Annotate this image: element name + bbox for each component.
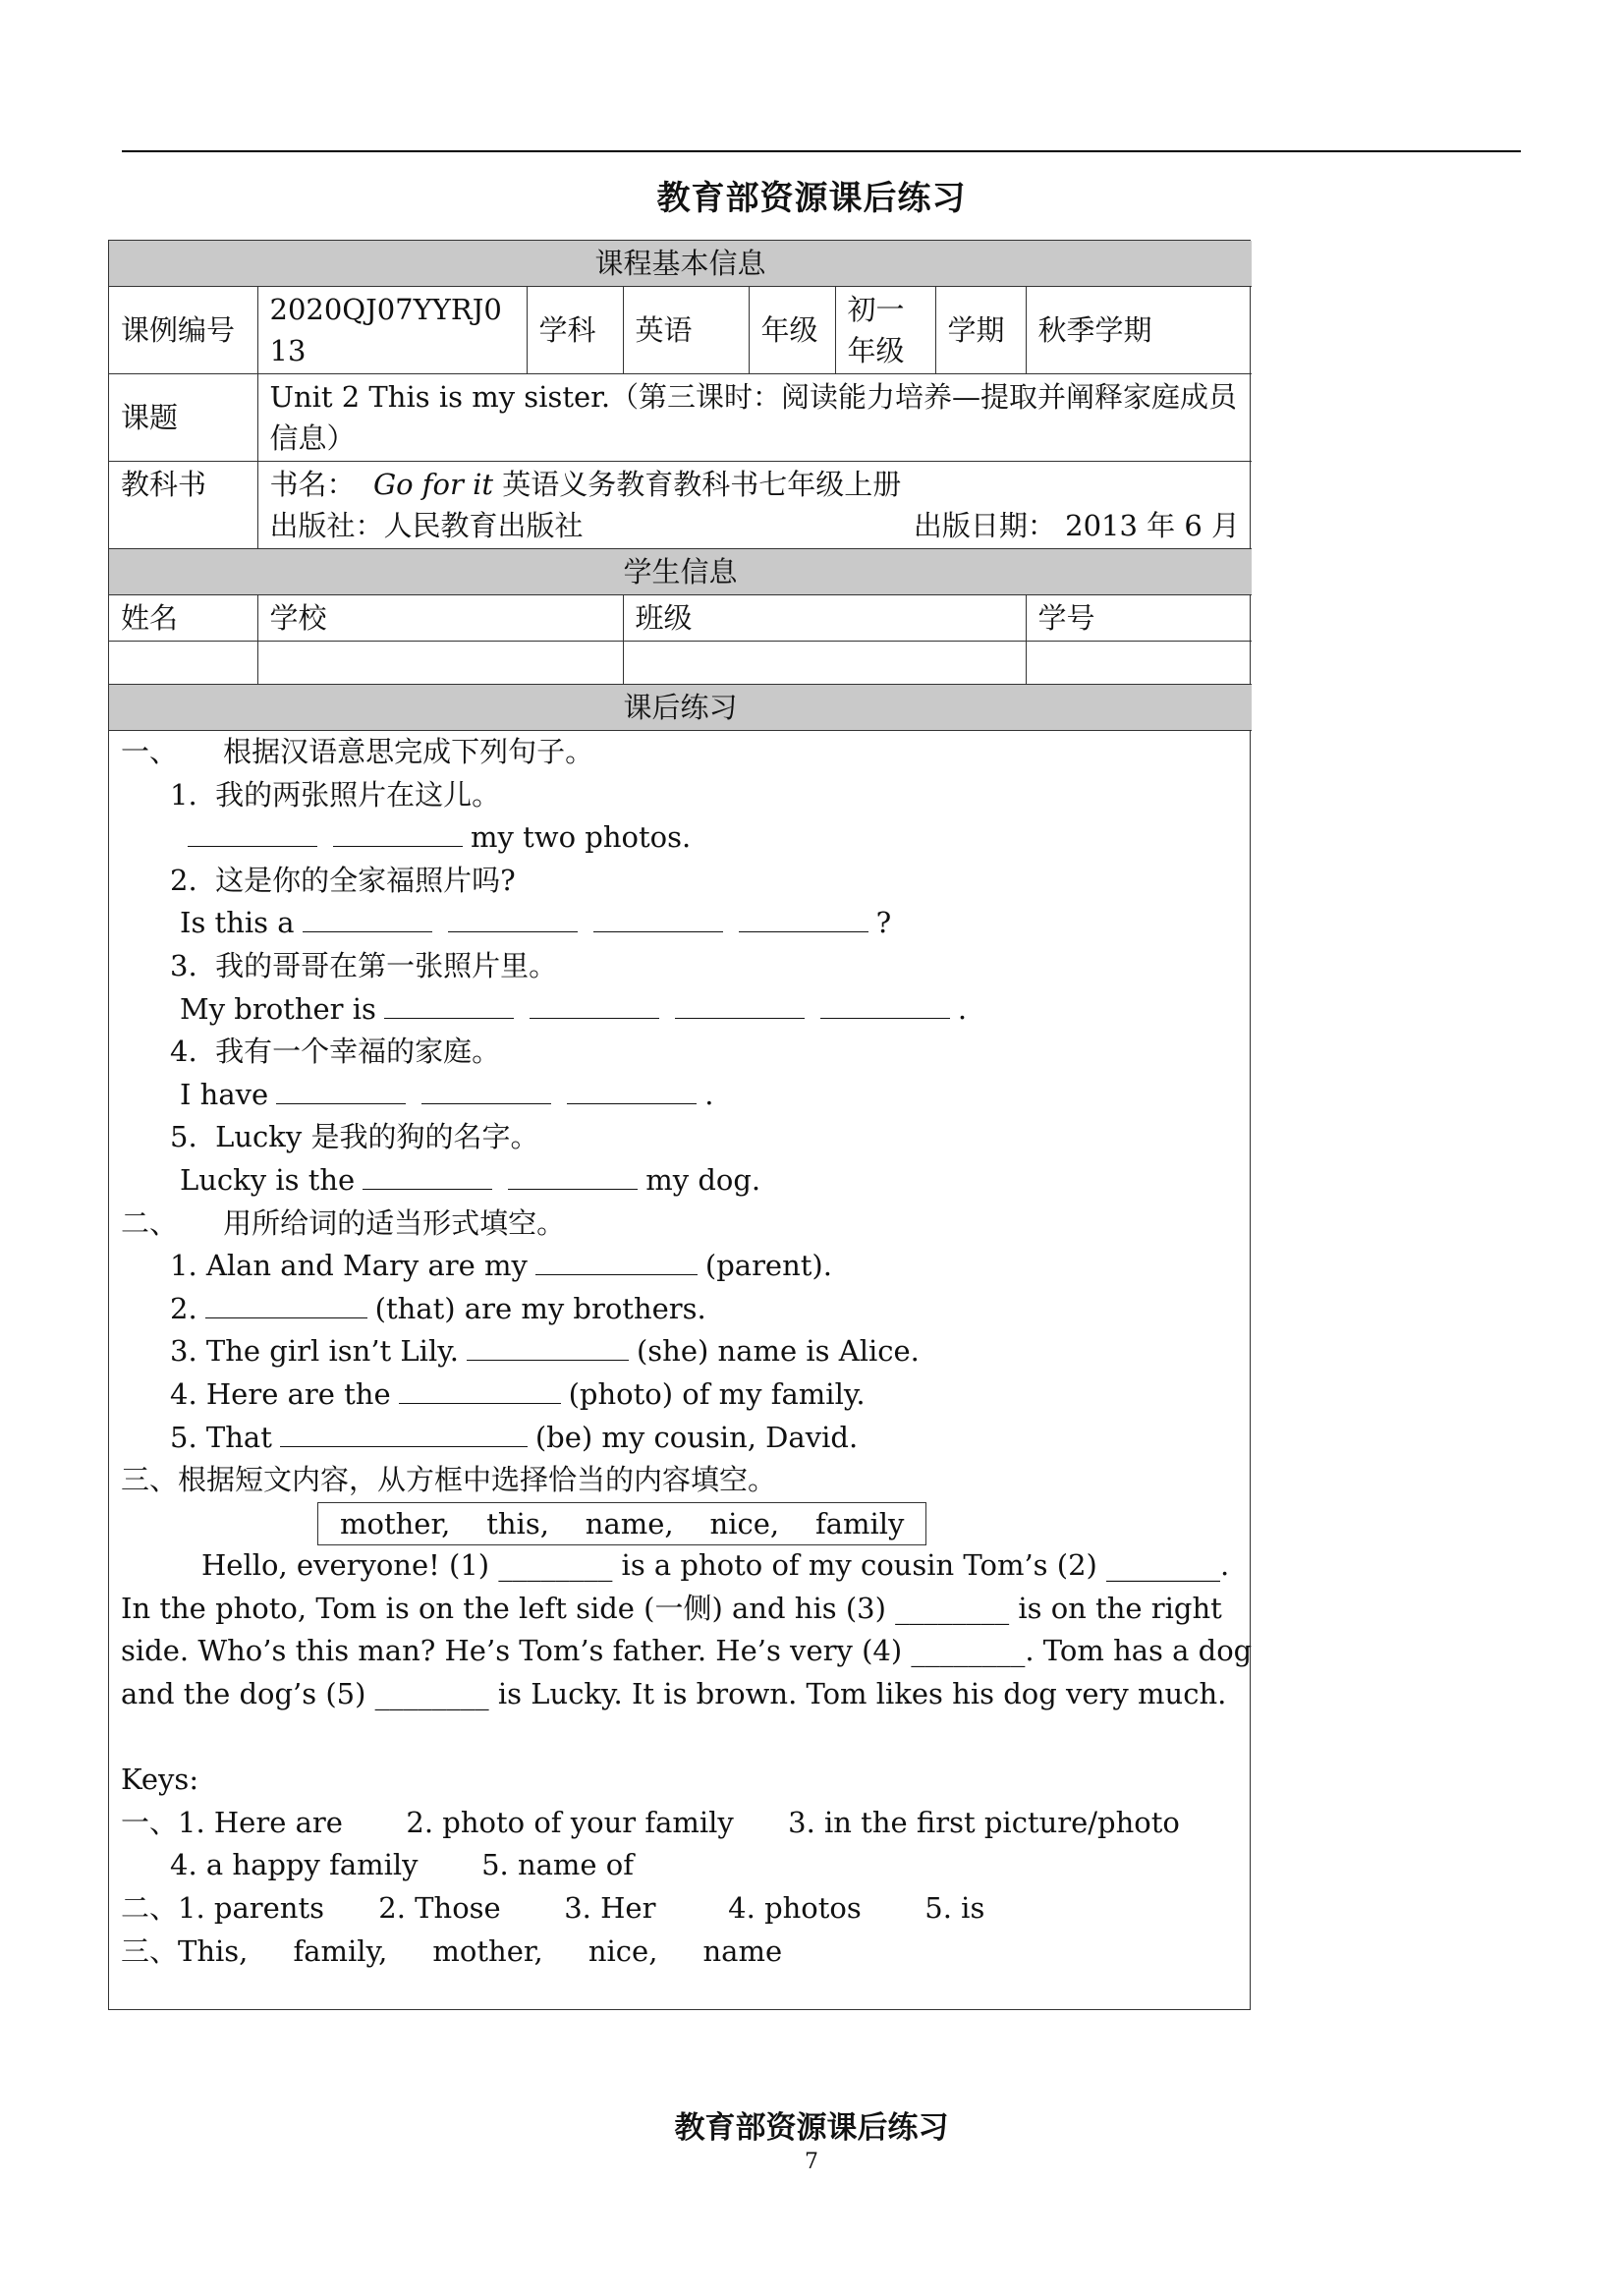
part1-question: 3. 我的哥哥在第一张照片里。 [170,948,558,982]
answer-blank[interactable] [421,1074,551,1104]
book-name: 书名： Go for it 英语义务教育教科书七年级上册 [269,468,902,501]
part1-question: 5. Lucky 是我的狗的名字。 [170,1120,539,1154]
topic-label: 课题 [109,374,257,462]
answer-blank[interactable] [276,1074,406,1104]
answer-blank[interactable] [448,902,578,932]
part1-question: 2. 这是你的全家福照片吗? [170,863,516,897]
passage-line: side. Who’s this man? He’s Tom’s father. He’s very (4) ________. Tom has a dog [121,1634,1253,1668]
part1-answer-line: Is this a ? [121,902,1238,945]
footer-title: 教育部资源课后练习 [674,2110,949,2146]
answer-blank[interactable] [384,988,514,1019]
answer-blank[interactable] [593,902,723,932]
part2-question: 1. Alan and Mary are my (parent). [121,1245,1238,1288]
part1-question: 4. 我有一个幸福的家庭。 [170,1035,501,1069]
answer-blank[interactable] [739,902,868,932]
word-box: mother, this, name, nice, family [317,1502,926,1545]
grade-value: 初一年级 [835,287,935,374]
part1-items [121,774,1238,1203]
keys-line: 三、This, family, mother, nice, name [121,1933,783,1968]
answer-blank[interactable] [675,988,805,1019]
subject-label: 学科 [527,287,623,374]
passage-line: Hello, everyone! (1) ________ is a photo of my cousin Tom’s (2) ________. [201,1548,1230,1583]
student-school-field[interactable] [257,642,623,685]
term-value: 秋季学期 [1026,287,1252,374]
term-label: 学期 [935,287,1026,374]
part2-question: 2. (that) are my brothers. [121,1288,1238,1331]
part2-question: 3. The girl isn’t Lily. (she) name is Alice. [121,1330,1238,1373]
course-info-table [109,241,1252,731]
header-rule [122,150,1521,152]
keys-title: Keys: [121,1763,199,1797]
keys-line: 4. a happy family 5. name of [170,1848,635,1882]
part2-heading: 二、 用所给词的适当形式填空。 [121,1205,566,1240]
subject-value: 英语 [623,287,749,374]
passage-line: In the photo, Tom is on the left side (一侧) and his (3) ________ is on the right [121,1591,1222,1625]
page-title: 教育部资源课后练习 [656,179,967,218]
part1-heading: 一、 根据汉语意思完成下列句子。 [121,735,594,768]
course-info-band: 课程基本信息 [109,241,1252,287]
student-number-label: 学号 [1026,595,1252,642]
answer-blank[interactable] [535,1245,698,1275]
part1-question: 1. 我的两张照片在这儿。 [170,777,501,812]
publisher: 出版社：人民教育出版社 [269,509,584,542]
part2-question: 4. Here are the (photo) of my family. [121,1373,1238,1417]
answer-blank[interactable] [333,816,463,847]
student-number-field[interactable] [1026,642,1252,685]
answer-blank[interactable] [205,1288,367,1318]
answer-blank[interactable] [280,1417,528,1447]
textbook-label: 教科书 [109,462,257,549]
student-school-label: 学校 [257,595,623,642]
answer-blank[interactable] [399,1373,561,1404]
topic-value: Unit 2 This is my sister.（第三课时：阅读能力培养—提取并阐释家庭成员信息） [257,374,1252,462]
answer-blank[interactable] [508,1159,638,1190]
student-class-field[interactable] [623,642,1026,685]
answer-blank[interactable] [188,816,317,847]
answer-blank[interactable] [567,1074,697,1104]
student-name-field[interactable] [109,642,257,685]
worksheet [108,240,1251,2010]
course-id-label: 课例编号 [109,287,257,374]
publisher-row [270,505,1241,546]
passage-line: and the dog’s (5) ________ is Lucky. It is brown. Tom likes his dog very much. [121,1677,1227,1711]
pub-date: 出版日期： 2013 年 6 月 [913,509,1241,542]
keys-line: 二、1. parents 2. Those 3. Her 4. photos 5. is [121,1891,985,1926]
part1-answer-line: I have . [121,1074,1238,1117]
student-class-label: 班级 [623,595,1026,642]
page-number: 7 [805,2150,818,2174]
grade-label: 年级 [749,287,835,374]
exercise-body [109,731,1253,1973]
part1-answer-line: my two photos. [121,816,1238,860]
answer-blank[interactable] [820,988,950,1019]
answer-blank[interactable] [467,1330,629,1361]
textbook-value [257,462,1252,549]
keys-line: 一、1. Here are 2. photo of your family 3. in the first picture/photo [121,1805,1180,1839]
part2-items [121,1245,1238,1459]
exercise-band: 课后练习 [109,685,1252,731]
book-series: Go for it [372,468,493,501]
part3-heading: 三、根据短文内容，从方框中选择恰当的内容填空。 [121,1463,777,1497]
course-id-value: 2020QJ07YYRJ013 [257,287,527,374]
part2-question: 5. That (be) my cousin, David. [121,1417,1238,1460]
student-info-band: 学生信息 [109,549,1252,595]
answer-blank[interactable] [363,1159,492,1190]
answer-blank[interactable] [303,902,432,932]
answer-blank[interactable] [530,988,659,1019]
part1-answer-line: My brother is . [121,988,1238,1032]
part1-answer-line: Lucky is the my dog. [121,1159,1238,1203]
student-name-label: 姓名 [109,595,257,642]
